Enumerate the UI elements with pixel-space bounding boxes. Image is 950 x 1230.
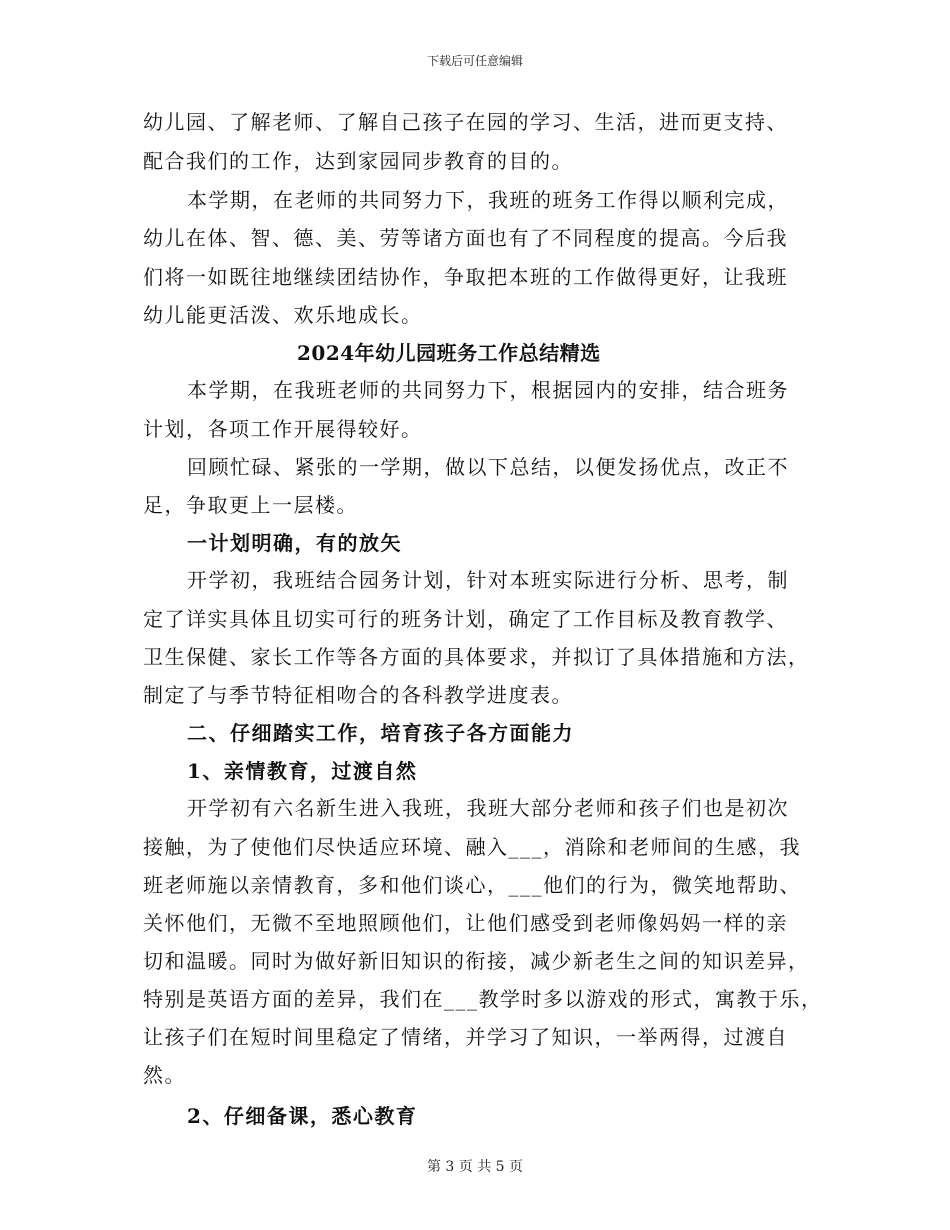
text-line: 幼儿能更活泼、欢乐地成长。 bbox=[143, 303, 423, 327]
text-line: 计划，各项工作开展得较好。 bbox=[143, 417, 423, 441]
text-line: 特别是英语方面的差异，我们在___教学时多以游戏的形式，寓教于乐， bbox=[143, 987, 823, 1011]
text-line: 卫生保健、家长工作等各方面的具体要求，并拟订了具体措施和方法， bbox=[143, 645, 810, 669]
section-title: 2024年幼儿园班务工作总结精选 bbox=[297, 341, 601, 365]
text-line: 开学初有六名新生进入我班，我班大部分老师和孩子们也是初次 bbox=[187, 796, 789, 820]
subheading: 1、亲情教育，过渡自然 bbox=[187, 759, 418, 783]
text-line: 本学期，在老师的共同努力下，我班的班务工作得以顺利完成， bbox=[187, 188, 789, 212]
text-line: 开学初，我班结合园务计划，针对本班实际进行分析、思考，制 bbox=[187, 568, 789, 592]
text-line: 制定了与季节特征相吻合的各科教学进度表。 bbox=[143, 683, 573, 707]
text-line: 定了详实具体且切实可行的班务计划，确定了工作目标及教育教学、 bbox=[143, 607, 788, 631]
text-line: 班老师施以亲情教育，多和他们谈心，___他们的行为，微笑地帮助、 bbox=[143, 873, 801, 897]
text-line: 足，争取更上一层楼。 bbox=[143, 493, 358, 517]
subheading: 二、仔细踏实工作，培育孩子各方面能力 bbox=[187, 721, 574, 745]
text-line: 然。 bbox=[143, 1063, 186, 1087]
text-line: 切和温暖。同时为做好新旧知识的衔接，减少新老生之间的知识差异， bbox=[143, 949, 810, 973]
text-line: 配合我们的工作，达到家园同步教育的目的。 bbox=[143, 149, 573, 173]
text-line: 让孩子们在短时间里稳定了情绪，并学习了知识，一举两得，过渡自 bbox=[143, 1025, 788, 1049]
text-line: 回顾忙碌、紧张的一学期，做以下总结，以便发扬优点，改正不 bbox=[187, 455, 789, 479]
text-line: 接触，为了使他们尽快适应环境、融入___，消除和老师间的生感，我 bbox=[143, 835, 801, 859]
text-line: 幼儿在体、智、德、美、劳等诸方面也有了不同程度的提高。今后我 bbox=[143, 226, 788, 250]
subheading: 2、仔细备课，悉心教育 bbox=[187, 1104, 418, 1128]
page-footer: 第 3 页 共 5 页 bbox=[426, 1159, 524, 1175]
text-line: 幼儿园、了解老师、了解自己孩子在园的学习、生活，进而更支持、 bbox=[143, 110, 788, 134]
text-line: 本学期，在我班老师的共同努力下，根据园内的安排，结合班务 bbox=[187, 378, 789, 402]
subheading: 一计划明确，有的放矢 bbox=[187, 531, 402, 555]
page-header: 下载后可任意编辑 bbox=[426, 54, 523, 68]
text-line: 关怀他们，无微不至地照顾他们，让他们感受到老师像妈妈一样的亲 bbox=[143, 911, 788, 935]
text-line: 们将一如既往地继续团结协作，争取把本班的工作做得更好，让我班 bbox=[143, 265, 788, 289]
